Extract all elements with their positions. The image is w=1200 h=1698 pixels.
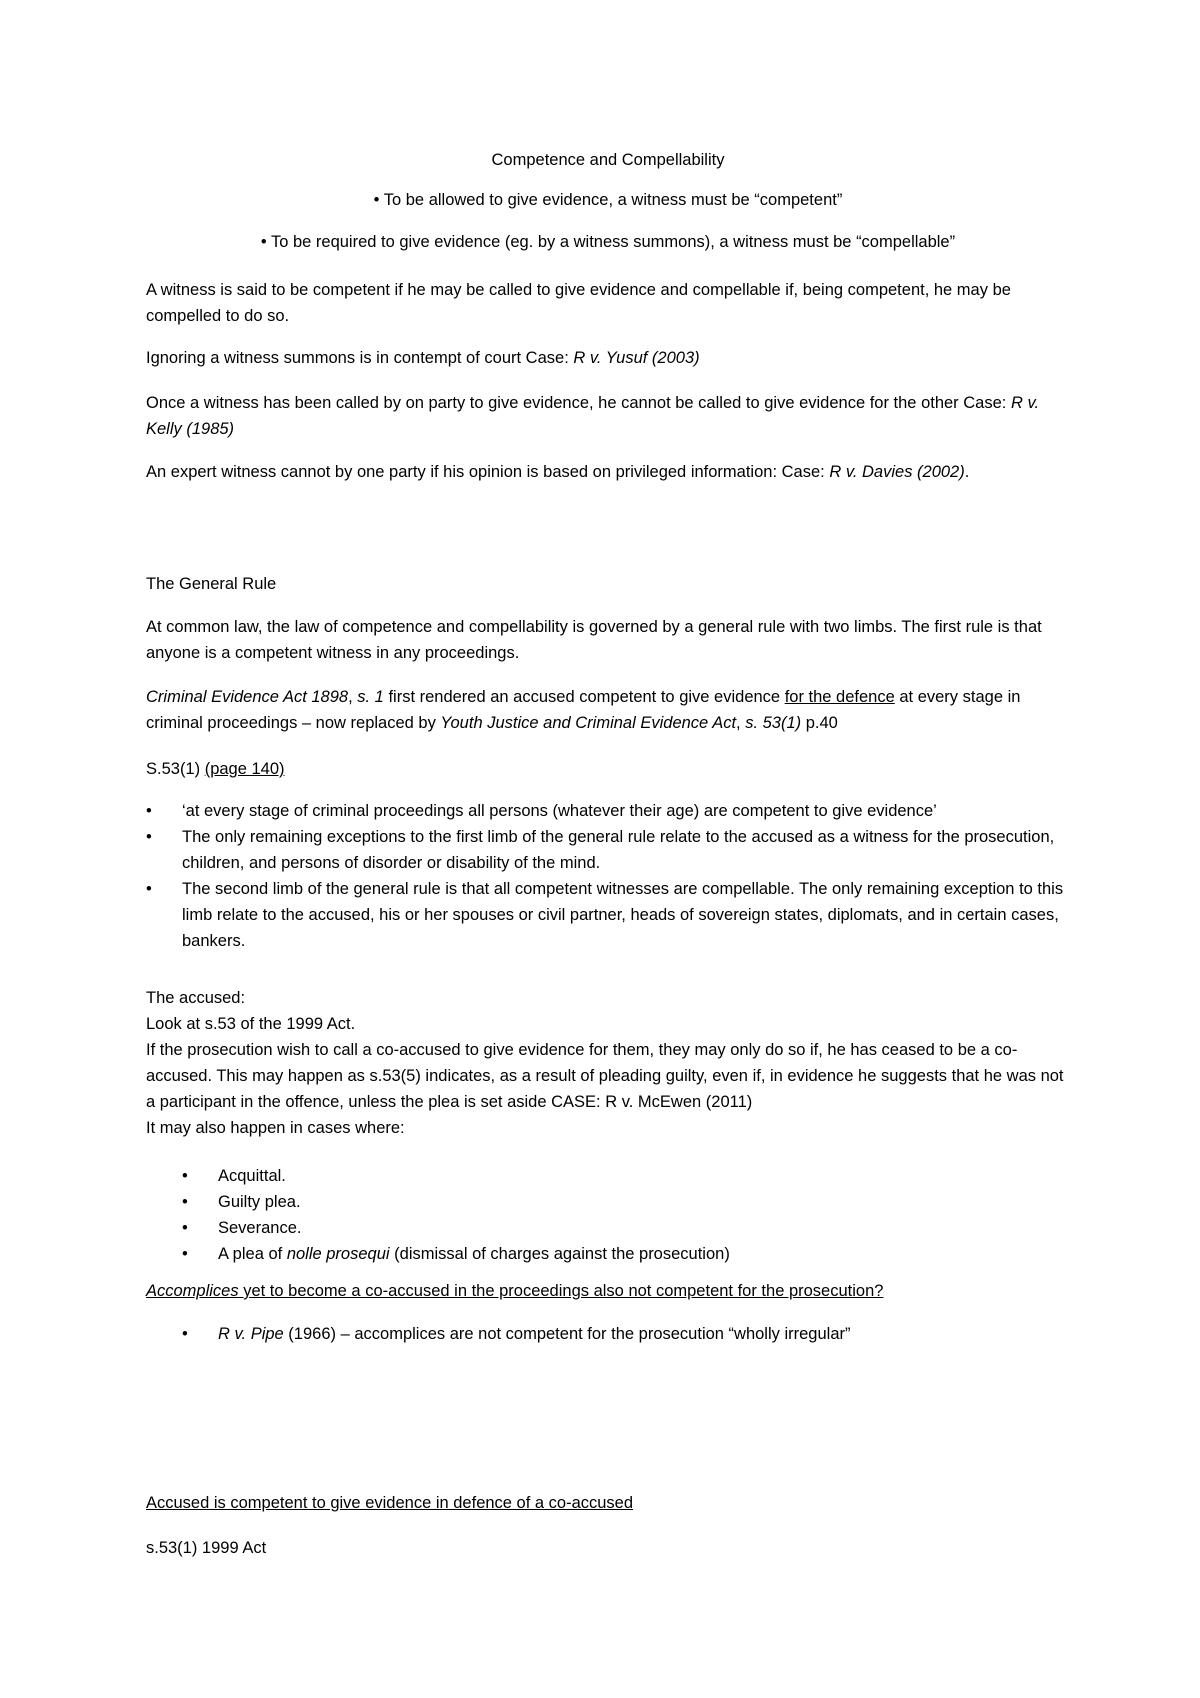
bullet-dot: • (373, 191, 380, 209)
list-item: • Severance. (182, 1219, 302, 1237)
list-item: • Acquittal. (182, 1167, 286, 1185)
accused-heading: The accused: (146, 989, 246, 1007)
intro-bullet-1: • To be allowed to give evidence, a witness must be “competent” (373, 191, 843, 209)
accused-line: It may also happen in cases where: (146, 1119, 405, 1137)
list-item: • R v. Pipe (1966) – accomplices are not competent for the prosecution “wholly irregular” (182, 1325, 851, 1343)
document-title: Competence and Compellability (491, 151, 725, 169)
cea-paragraph: Criminal Evidence Act 1898, s. 1 first rendered an accused competent to give evidence for the defence at every stage in criminal proceedings – now replaced by Youth Justice and Criminal Evidence Act, s. 53(1) p.40 (146, 688, 1021, 732)
accomplices-question: Accomplices yet to become a co-accused in the proceedings also not competent for the prosecution? (146, 1282, 884, 1300)
s53-bullet-list (146, 798, 1070, 954)
case-citation: R v. Kelly (1985) (146, 394, 1040, 438)
co-accused-heading: Accused is competent to give evidence in defence of a co-accused (146, 1494, 634, 1512)
accused-line: Look at s.53 of the 1999 Act. (146, 1015, 356, 1033)
case-citation: R v. Yusuf (2003) (573, 349, 700, 367)
common-law-paragraph: At common law, the law of competence and compellability is governed by a general rule with two limbs. The first rule is that anyone is a competent witness in any proceedings. (146, 618, 1042, 662)
davies-paragraph: An expert witness cannot by one party if his opinion is based on privileged information: Case: R v. Davies (2002). (146, 463, 970, 481)
s53-1999-act: s.53(1) 1999 Act (146, 1539, 267, 1557)
accused-section (146, 985, 1070, 1141)
cases-bullet-list (182, 1163, 1070, 1267)
general-rule-heading: The General Rule (146, 575, 277, 593)
bullet-dot: • (260, 233, 267, 251)
pipe-bullet-list (182, 1321, 1070, 1347)
kelly-paragraph: Once a witness has been called by on party to give evidence, he cannot be called to give evidence for the other Case: R v. Kelly (1985) (146, 394, 1040, 438)
intro-bullet-2: • To be required to give evidence (eg. by a witness summons), a witness must be “compellable” (260, 233, 956, 251)
accused-line: If the prosecution wish to call a co-accused to give evidence for them, they may only do so if, he has ceased to be a co-accused. This may happen as s.53(5) indicates, as a result of pleading guilty, even if, in evidence he suggests that he was not a participant in the offence, unless the plea is set aside CASE: R v. McEwen (2011) (146, 1041, 1064, 1111)
s53-reference: S.53(1) (page 140) (146, 760, 285, 778)
list-item: • A plea of nolle prosequi (dismissal of charges against the prosecution) (182, 1245, 730, 1263)
list-item: • The second limb of the general rule is that all competent witnesses are compellable. The only remaining exception to this limb relate to the accused, his or her spouses or civil partner, heads of sovereign states, diplomats, and in certain cases, bankers. (146, 880, 1064, 950)
contempt-paragraph: Ignoring a witness summons is in contempt of court Case: R v. Yusuf (2003) (146, 349, 700, 367)
definition-paragraph: A witness is said to be competent if he may be called to give evidence and compellable if, being competent, he may be compelled to do so. (146, 281, 1011, 325)
case-citation: R v. Davies (2002) (829, 463, 965, 481)
list-item: • The only remaining exceptions to the first limb of the general rule relate to the accused as a witness for the prosecution, children, and persons of disorder or disability of the mind. (146, 828, 1055, 872)
list-item: • Guilty plea. (182, 1193, 301, 1211)
list-item: • ‘at every stage of criminal proceedings all persons (whatever their age) are competent to give evidence’ (146, 802, 937, 820)
